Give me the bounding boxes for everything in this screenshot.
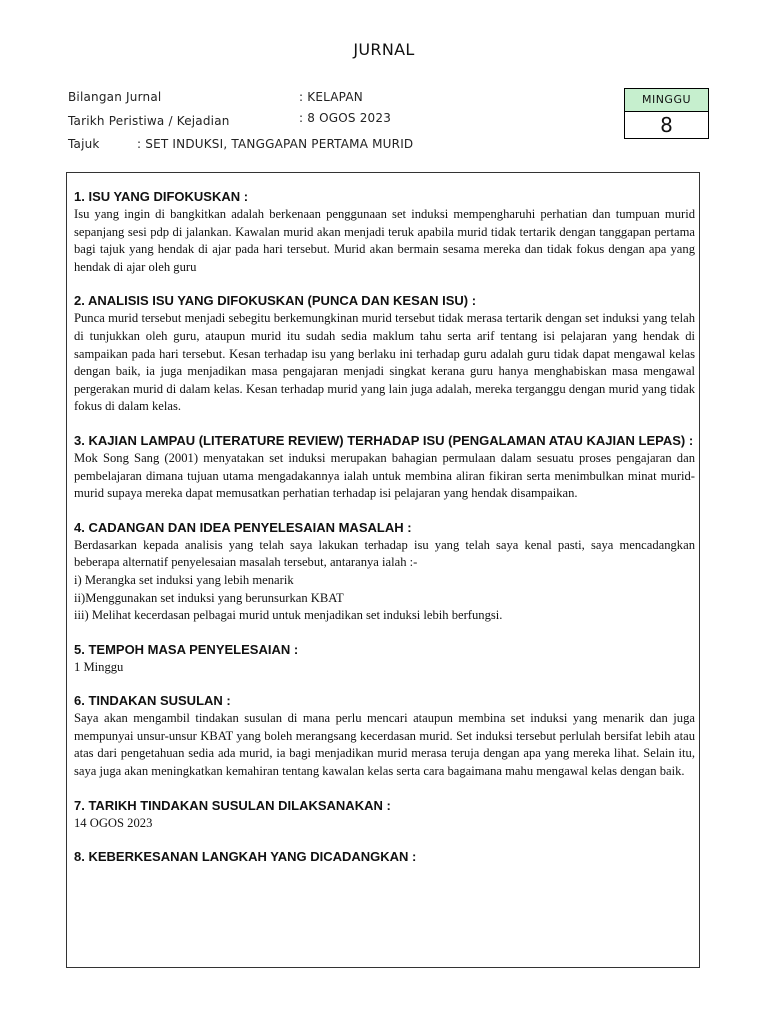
section-heading: 7. TARIKH TINDAKAN SUSULAN DILAKSANAKAN : (74, 797, 391, 813)
tajuk-value: : SET INDUKSI, TANGGAPAN PERTAMA MURID (137, 137, 414, 151)
section-tarikh-tindakan (74, 797, 695, 833)
section-tindakan-susulan (74, 692, 695, 780)
section-heading: 4. CADANGAN DAN IDEA PENYELESAIAN MASALAH : (74, 519, 412, 535)
section-body: Saya akan mengambil tindakan susulan di mana perlu mencari ataupun membina set induksi yang menarik dan juga mempunyai unsur-unsur KBAT yang boleh merangsang kecerdasan murid. Set induksi tersebut perlulah bersifat lebih atau atas dari pengetahuan sedia ada murid, ia bagi menjadikan murid merasa teruja dengan apa yang mereka lihat. Selain itu, saya juga akan meningkatkan kemahiran tentang kawalan kelas serta cara bagaimana mahu mengawal kelas dengan baik. (74, 711, 695, 779)
section-analisis (74, 292, 695, 416)
tarikh-label: Tarikh Peristiwa / Kejadian (68, 114, 230, 128)
section-heading: 5. TEMPOH MASA PENYELESAIAN : (74, 641, 299, 657)
section-heading: 2. ANALISIS ISU YANG DIFOKUSKAN (PUNCA DAN KESAN ISU) : (74, 293, 477, 309)
minggu-label: MINGGU (625, 89, 708, 112)
section-body: Isu yang ingin di bangkitkan adalah berkenaan penggunaan set induksi mempengharuhi perhatian dan tumpuan murid sepanjang sesi pdp di jalankan. Kawalan murid akan menjadi teruk apabila murid tidak tertarik dengan tanggapan pertama bagi tajuk yang hendak di ajar pada hari tersebut. Murid akan bermain sesama mereka dan tidak fokus dengan apa yang hendak di ajar oleh guru (74, 207, 695, 274)
section-tempoh (74, 641, 695, 677)
section-body: 1 Minggu (74, 659, 124, 674)
section-kajian-lampau (74, 432, 695, 503)
bilangan-jurnal-label: Bilangan Jurnal (68, 90, 162, 104)
section-body: Mok Song Sang (2001) menyatakan set induksi merupakan bahagian permulaan dalam sesuatu proses pengajaran dan pembelajaran dimana tujuan utama mengadakannya ialah untuk membina aliran fikiran serta menimbulkan minat murid-murid supaya mereka dapat memusatkan perhatian terhadap isi pelajaran yang hendak disampaikan. (74, 450, 695, 501)
section-heading: 8. KEBERKESANAN LANGKAH YANG DICADANGKAN : (74, 849, 417, 865)
tajuk-label: Tajuk (68, 137, 100, 151)
minggu-box (624, 88, 709, 139)
section-keberkesanan (74, 848, 695, 865)
section-body: Berdasarkan kepada analisis yang telah saya lakukan terhadap isu yang telah saya kenal pasti, saya mencadangkan beberapa alternatif penyelesaian masalah tersebut, antaranya ialah :- (74, 537, 695, 570)
bilangan-jurnal-value: : KELAPAN (299, 90, 363, 104)
section-heading: 1. ISU YANG DIFOKUSKAN : (74, 189, 249, 204)
section-heading: 6. TINDAKAN SUSULAN : (74, 693, 231, 709)
section-cadangan (74, 519, 695, 625)
page-title: JURNAL (353, 40, 415, 59)
section-isu (74, 188, 695, 276)
section-heading: 3. KAJIAN LAMPAU (LITERATURE REVIEW) TERHADAP ISU (PENGALAMAN ATAU KAJIAN LEPAS) : (74, 432, 694, 448)
list-item: i) Merangka set induksi yang lebih menarik (74, 572, 294, 587)
list-item: ii)Menggunakan set induksi yang berunsurkan KBAT (74, 590, 344, 605)
journal-sections (74, 188, 695, 881)
section-body: 14 OGOS 2023 (74, 815, 153, 830)
tarikh-value: : 8 OGOS 2023 (299, 111, 392, 125)
list-item: iii) Melihat kecerdasan pelbagai murid untuk menjadikan set induksi lebih berfungsi. (74, 608, 503, 623)
section-body: Punca murid tersebut menjadi sebegitu berkemungkinan murid tersebut tidak merasa tertarik dengan set induksi yang telah di tunjukkan oleh guru, ataupun murid itu sudah sedia maklum tahu serta arif tentang isi pelajaran yang hendak di sampaikan pada hari tersebut. Kesan terhadap isu yang berlaku ini terhadap guru adalah guru tidak dapat mengawal kelas dengan baik, ia juga menjadikan masa pengajaran menjadi singkat kerana guru hanya menghabiskan masa mengawal pergerakan murid di dalam kelas. Kesan terhadap murid yang lain juga adalah, mereka terganggu dengan murid yang tidak fokus di dalam kelas. (74, 311, 695, 414)
minggu-number: 8 (660, 113, 673, 137)
